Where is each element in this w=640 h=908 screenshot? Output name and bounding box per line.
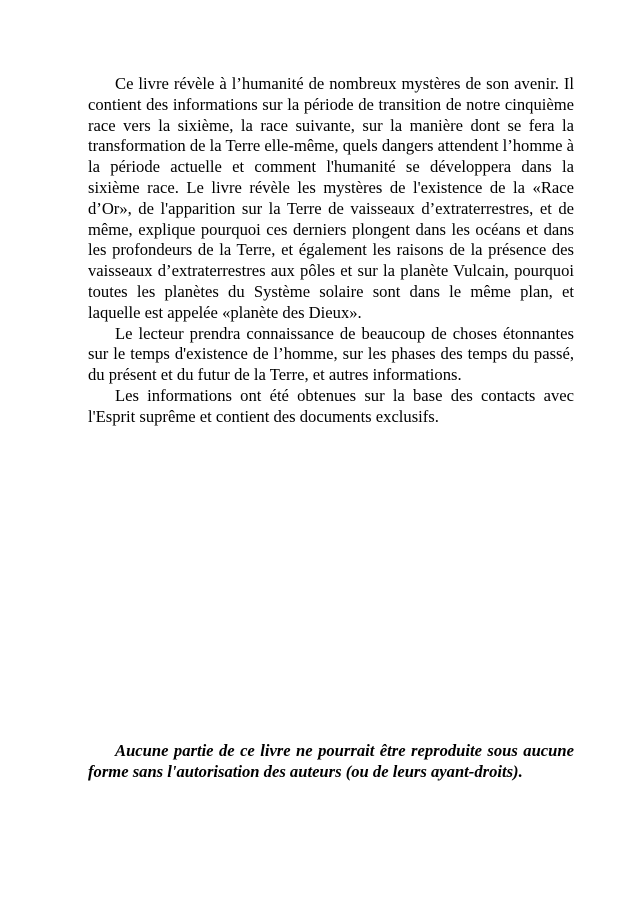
copyright-notice-text: Aucune partie de ce livre ne pourrait être reproduite sous aucune forme sans l'autorisation des auteurs (ou de leurs ayant-droits).: [88, 741, 574, 781]
description-text-block: [88, 74, 574, 428]
description-paragraph-2: Le lecteur prendra connaissance de beaucoup de choses étonnantes sur le temps d'existence de l’homme, sur les phases des temps du passé, du présent et du futur de la Terre, et autres informations.: [88, 323, 574, 385]
description-paragraph-3: Les informations ont été obtenues sur la base des contacts avec l'Esprit suprême et contient des documents exclusifs.: [88, 385, 574, 426]
copyright-notice: [88, 741, 574, 783]
description-paragraph-1: Ce livre révèle à l’humanité de nombreux mystères de son avenir. Il contient des informations sur la période de transition de notre cinquième race vers la sixième, la race suivante, sur la manière dont se fera la transformation de la Terre elle-même, quels dangers attendent l’homme à la période actuelle et comment l'humanité se développera dans la sixième race. Le livre révèle les mystères de l'existence de la «Race d’Or», de l'apparition sur la Terre de vaisseaux d’extraterrestres, et de même, explique pourquoi ces derniers plongent dans les océans et dans les profondeurs de la Terre, et également les raisons de la présence des vaisseaux d’extraterrestres aux pôles et sur la planète Vulcain, pourquoi toutes les planètes du Système solaire sont dans le même plan, et laquelle est appelée «planète des Dieux».: [88, 74, 575, 322]
